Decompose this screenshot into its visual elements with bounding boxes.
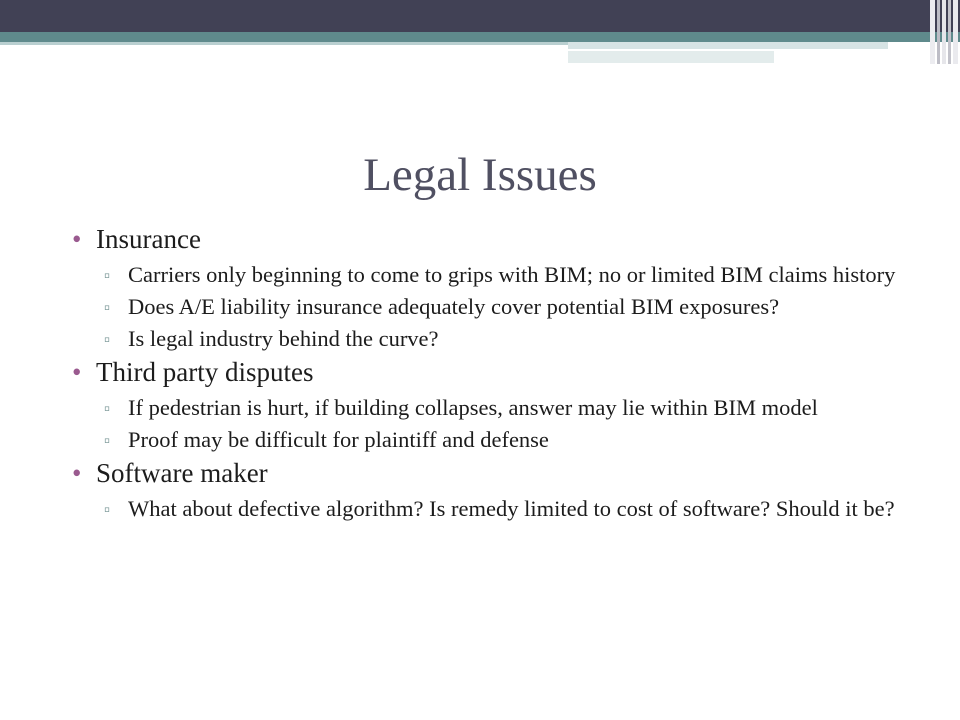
accent-step-lower	[568, 51, 774, 63]
stripe	[930, 0, 935, 64]
sub-bullet: ▫ If pedestrian is hurt, if building collapses, answer may lie within BIM model	[104, 395, 902, 421]
sub-bullet: ▫ Proof may be difficult for plaintiff and defense	[104, 427, 902, 453]
corner-stripes	[928, 0, 960, 64]
stripe	[937, 0, 940, 64]
sub-bullet: ▫ What about defective algorithm? Is remedy limited to cost of software? Should it be?	[104, 496, 902, 522]
bullet-insurance: • Insurance	[72, 222, 902, 256]
sub-bullet: ▫ Does A/E liability insurance adequately cover potential BIM exposures?	[104, 294, 902, 320]
teal-accent-bar	[0, 32, 960, 42]
stripe	[948, 0, 951, 64]
sub-bullet: ▫ Is legal industry behind the curve?	[104, 326, 902, 352]
stripe	[942, 0, 946, 64]
stripe	[953, 0, 958, 64]
slide-content	[72, 219, 902, 522]
bullet-software-maker: • Software maker	[72, 456, 902, 490]
slide-title: Legal Issues	[363, 149, 597, 201]
top-header-bar	[0, 0, 960, 32]
accent-line	[0, 42, 568, 45]
bullet-third-party-disputes: • Third party disputes	[72, 355, 902, 389]
sub-bullet: ▫ Carriers only beginning to come to grips with BIM; no or limited BIM claims history	[104, 262, 902, 288]
